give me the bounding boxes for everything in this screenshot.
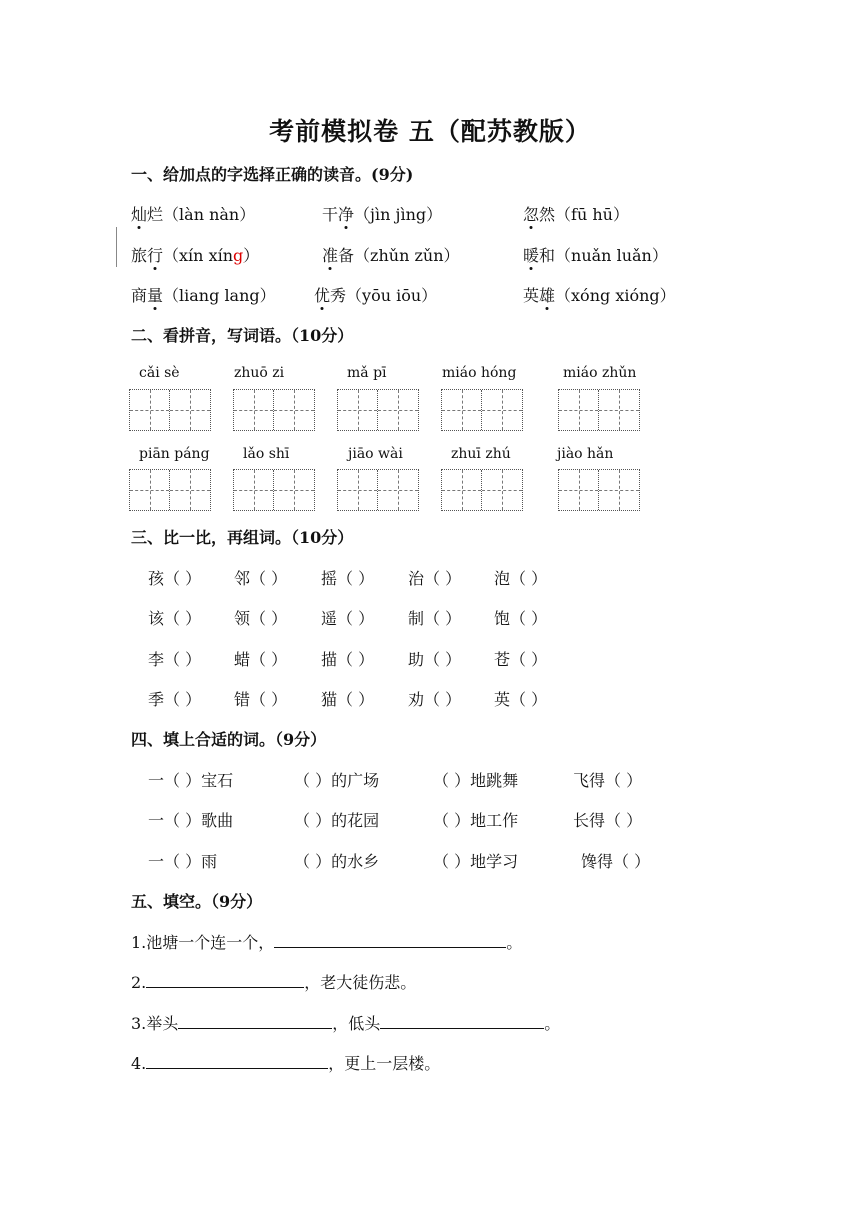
word-pair-item: 苍（ ） xyxy=(494,650,548,669)
word-pair-item: 遥（ ） xyxy=(321,609,375,628)
word-pair-item: 泡（ ） xyxy=(494,569,548,588)
answer-blank[interactable] xyxy=(146,973,304,988)
section-4-heading: 四、填上合适的词。（9分） xyxy=(131,730,327,749)
pinyin-label: jiào hǎn xyxy=(557,446,614,462)
pinyin-choice-item: 商量（liang lang） xyxy=(131,286,276,305)
word-pair-item: 治（ ） xyxy=(408,569,462,588)
word-pair-item: 季（ ） xyxy=(148,690,202,709)
pinyin-label: piān páng xyxy=(139,446,210,462)
word-pair-item: 孩（ ） xyxy=(148,569,202,588)
word-pair-item: 摇（ ） xyxy=(321,569,375,588)
pinyin-label: zhuō zi xyxy=(234,365,285,381)
word-pair-item: 李（ ） xyxy=(148,650,202,669)
pinyin-label: miáo hóng xyxy=(442,365,517,381)
word-pair-item: 饱（ ） xyxy=(494,609,548,628)
fill-blank-question-2: 2. ，老大徒伤悲。 xyxy=(131,973,417,992)
word-pair-item: 制（ ） xyxy=(408,609,462,628)
fill-phrase-item: （ ）的水乡 xyxy=(294,852,380,871)
word-pair-item: 猫（ ） xyxy=(321,690,375,709)
pinyin-label: lǎo shī xyxy=(243,446,290,462)
writing-grid[interactable] xyxy=(337,469,419,511)
fill-blank-question-4: 4. ，更上一层楼。 xyxy=(131,1054,441,1073)
page-title: 考前模拟卷 五（配苏教版） xyxy=(269,117,591,146)
word-pair-item: 领（ ） xyxy=(234,609,288,628)
pinyin-label: zhuī zhú xyxy=(451,446,511,462)
word-pair-item: 英（ ） xyxy=(494,690,548,709)
fill-phrase-item: 馋得（ ） xyxy=(581,852,651,871)
fill-phrase-item: （ ）的广场 xyxy=(294,771,380,790)
answer-blank[interactable] xyxy=(274,933,506,948)
fill-phrase-item: （ ）地学习 xyxy=(433,852,519,871)
word-pair-item: 助（ ） xyxy=(408,650,462,669)
pinyin-label: cǎi sè xyxy=(139,365,180,381)
pinyin-choice-item: 准备（zhǔn zǔn） xyxy=(322,246,460,265)
writing-grid[interactable] xyxy=(337,389,419,431)
word-pair-item: 劝（ ） xyxy=(408,690,462,709)
word-pair-item: 错（ ） xyxy=(234,690,288,709)
section-3-heading: 三、比一比，再组词。（10分） xyxy=(131,528,354,547)
fill-phrase-item: 飞得（ ） xyxy=(573,771,643,790)
writing-grid[interactable] xyxy=(558,389,640,431)
fill-phrase-item: 一（ ）宝石 xyxy=(148,771,234,790)
writing-grid[interactable] xyxy=(558,469,640,511)
pinyin-choice-item: 暖和（nuǎn luǎn） xyxy=(523,246,668,265)
fill-phrase-item: 一（ ）歌曲 xyxy=(148,811,234,830)
pinyin-choice-item: 忽然（fū hū） xyxy=(523,205,629,224)
fill-phrase-item: 长得（ ） xyxy=(573,811,643,830)
writing-grid[interactable] xyxy=(129,389,211,431)
answer-blank[interactable] xyxy=(380,1014,544,1029)
fill-phrase-item: （ ）的花园 xyxy=(294,811,380,830)
fill-phrase-item: （ ）地工作 xyxy=(433,811,519,830)
margin-marker xyxy=(116,227,117,267)
section-1-heading: 一、给加点的字选择正确的读音。(9分) xyxy=(131,165,414,184)
pinyin-choice-item: 优秀（yōu iōu） xyxy=(314,286,438,305)
writing-grid[interactable] xyxy=(129,469,211,511)
pinyin-label: jiāo wài xyxy=(348,446,403,462)
fill-blank-question-3: 3.举头 ，低头 。 xyxy=(131,1014,561,1033)
writing-grid[interactable] xyxy=(233,469,315,511)
writing-grid[interactable] xyxy=(441,469,523,511)
word-pair-item: 描（ ） xyxy=(321,650,375,669)
section-5-heading: 五、填空。（9分） xyxy=(131,892,263,911)
answer-blank[interactable] xyxy=(178,1014,332,1029)
pinyin-label: miáo zhǔn xyxy=(563,365,637,381)
pinyin-choice-item: 干净（jìn jìng） xyxy=(322,205,443,224)
section-2-heading: 二、看拼音，写词语。（10分） xyxy=(131,326,354,345)
word-pair-item: 蜡（ ） xyxy=(234,650,288,669)
word-pair-item: 该（ ） xyxy=(148,609,202,628)
word-pair-item: 邻（ ） xyxy=(234,569,288,588)
pinyin-choice-item: 英雄（xóng xióng） xyxy=(523,286,676,305)
answer-blank[interactable] xyxy=(146,1054,328,1069)
pinyin-choice-item: 灿烂（làn nàn） xyxy=(131,205,256,224)
pinyin-choice-item: 旅行（xín xíng） xyxy=(131,246,260,265)
writing-grid[interactable] xyxy=(233,389,315,431)
fill-phrase-item: （ ）地跳舞 xyxy=(433,771,519,790)
pinyin-label: mǎ pī xyxy=(347,365,387,381)
writing-grid[interactable] xyxy=(441,389,523,431)
fill-phrase-item: 一（ ）雨 xyxy=(148,852,218,871)
fill-blank-question-1: 1.池塘一个连一个， 。 xyxy=(131,933,523,952)
